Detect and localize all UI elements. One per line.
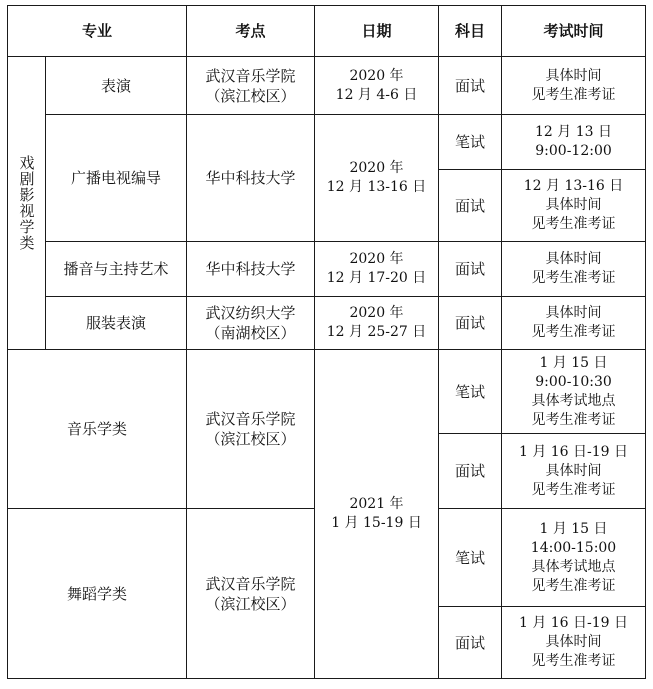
subject-cell: 面试 [439,242,502,297]
date-cell-2021: 2021 年 1 月 15-19 日 [315,350,439,679]
subject-cell: 笔试 [439,509,502,607]
exam-time-cell: 具体时间 见考生准考证 [502,57,646,115]
subject-cell: 面试 [439,434,502,509]
exam-time-cell: 1 月 15 日 14:00-15:00 具体考试地点 见考生准考证 [502,509,646,607]
location-cell: 华中科技大学 [187,115,315,242]
category-drama: 戏剧影视学类 [8,57,46,350]
subject-cell: 面试 [439,170,502,242]
exam-time-cell: 12 月 13-16 日 具体时间 见考生准考证 [502,170,646,242]
header-subject: 科目 [439,6,502,57]
header-exam-time: 考试时间 [502,6,646,57]
major-cell: 广播电视编导 [46,115,187,242]
header-location: 考点 [187,6,315,57]
subject-cell: 笔试 [439,350,502,434]
exam-time-cell: 具体时间 见考生准考证 [502,297,646,350]
exam-time-cell: 12 月 13 日 9:00-12:00 [502,115,646,170]
location-cell: 武汉音乐学院 （滨江校区） [187,509,315,679]
location-cell: 武汉纺织大学 （南湖校区） [187,297,315,350]
header-row [8,6,646,57]
major-cell: 播音与主持艺术 [46,242,187,297]
table-row [8,115,646,170]
exam-time-cell: 具体时间 见考生准考证 [502,242,646,297]
major-cell-music: 音乐学类 [8,350,187,509]
date-cell: 2020 年 12 月 4-6 日 [315,57,439,115]
date-cell: 2020 年 12 月 13-16 日 [315,115,439,242]
subject-cell: 笔试 [439,115,502,170]
exam-time-cell: 1 月 16 日-19 日 具体时间 见考生准考证 [502,434,646,509]
major-cell-dance: 舞蹈学类 [8,509,187,679]
table-row [8,242,646,297]
subject-cell: 面试 [439,607,502,679]
subject-cell: 面试 [439,297,502,350]
header-major: 专业 [8,6,187,57]
location-cell: 华中科技大学 [187,242,315,297]
table-row [8,57,646,115]
major-cell: 服装表演 [46,297,187,350]
table-row [8,350,646,434]
date-cell: 2020 年 12 月 17-20 日 [315,242,439,297]
table-row [8,297,646,350]
location-cell: 武汉音乐学院 （滨江校区） [187,350,315,509]
date-cell: 2020 年 12 月 25-27 日 [315,297,439,350]
exam-schedule-table [7,5,646,679]
exam-time-cell: 1 月 16 日-19 日 具体时间 见考生准考证 [502,607,646,679]
header-date: 日期 [315,6,439,57]
exam-time-cell: 1 月 15 日 9:00-10:30 具体考试地点 见考生准考证 [502,350,646,434]
major-cell: 表演 [46,57,187,115]
location-cell: 武汉音乐学院 （滨江校区） [187,57,315,115]
subject-cell: 面试 [439,57,502,115]
